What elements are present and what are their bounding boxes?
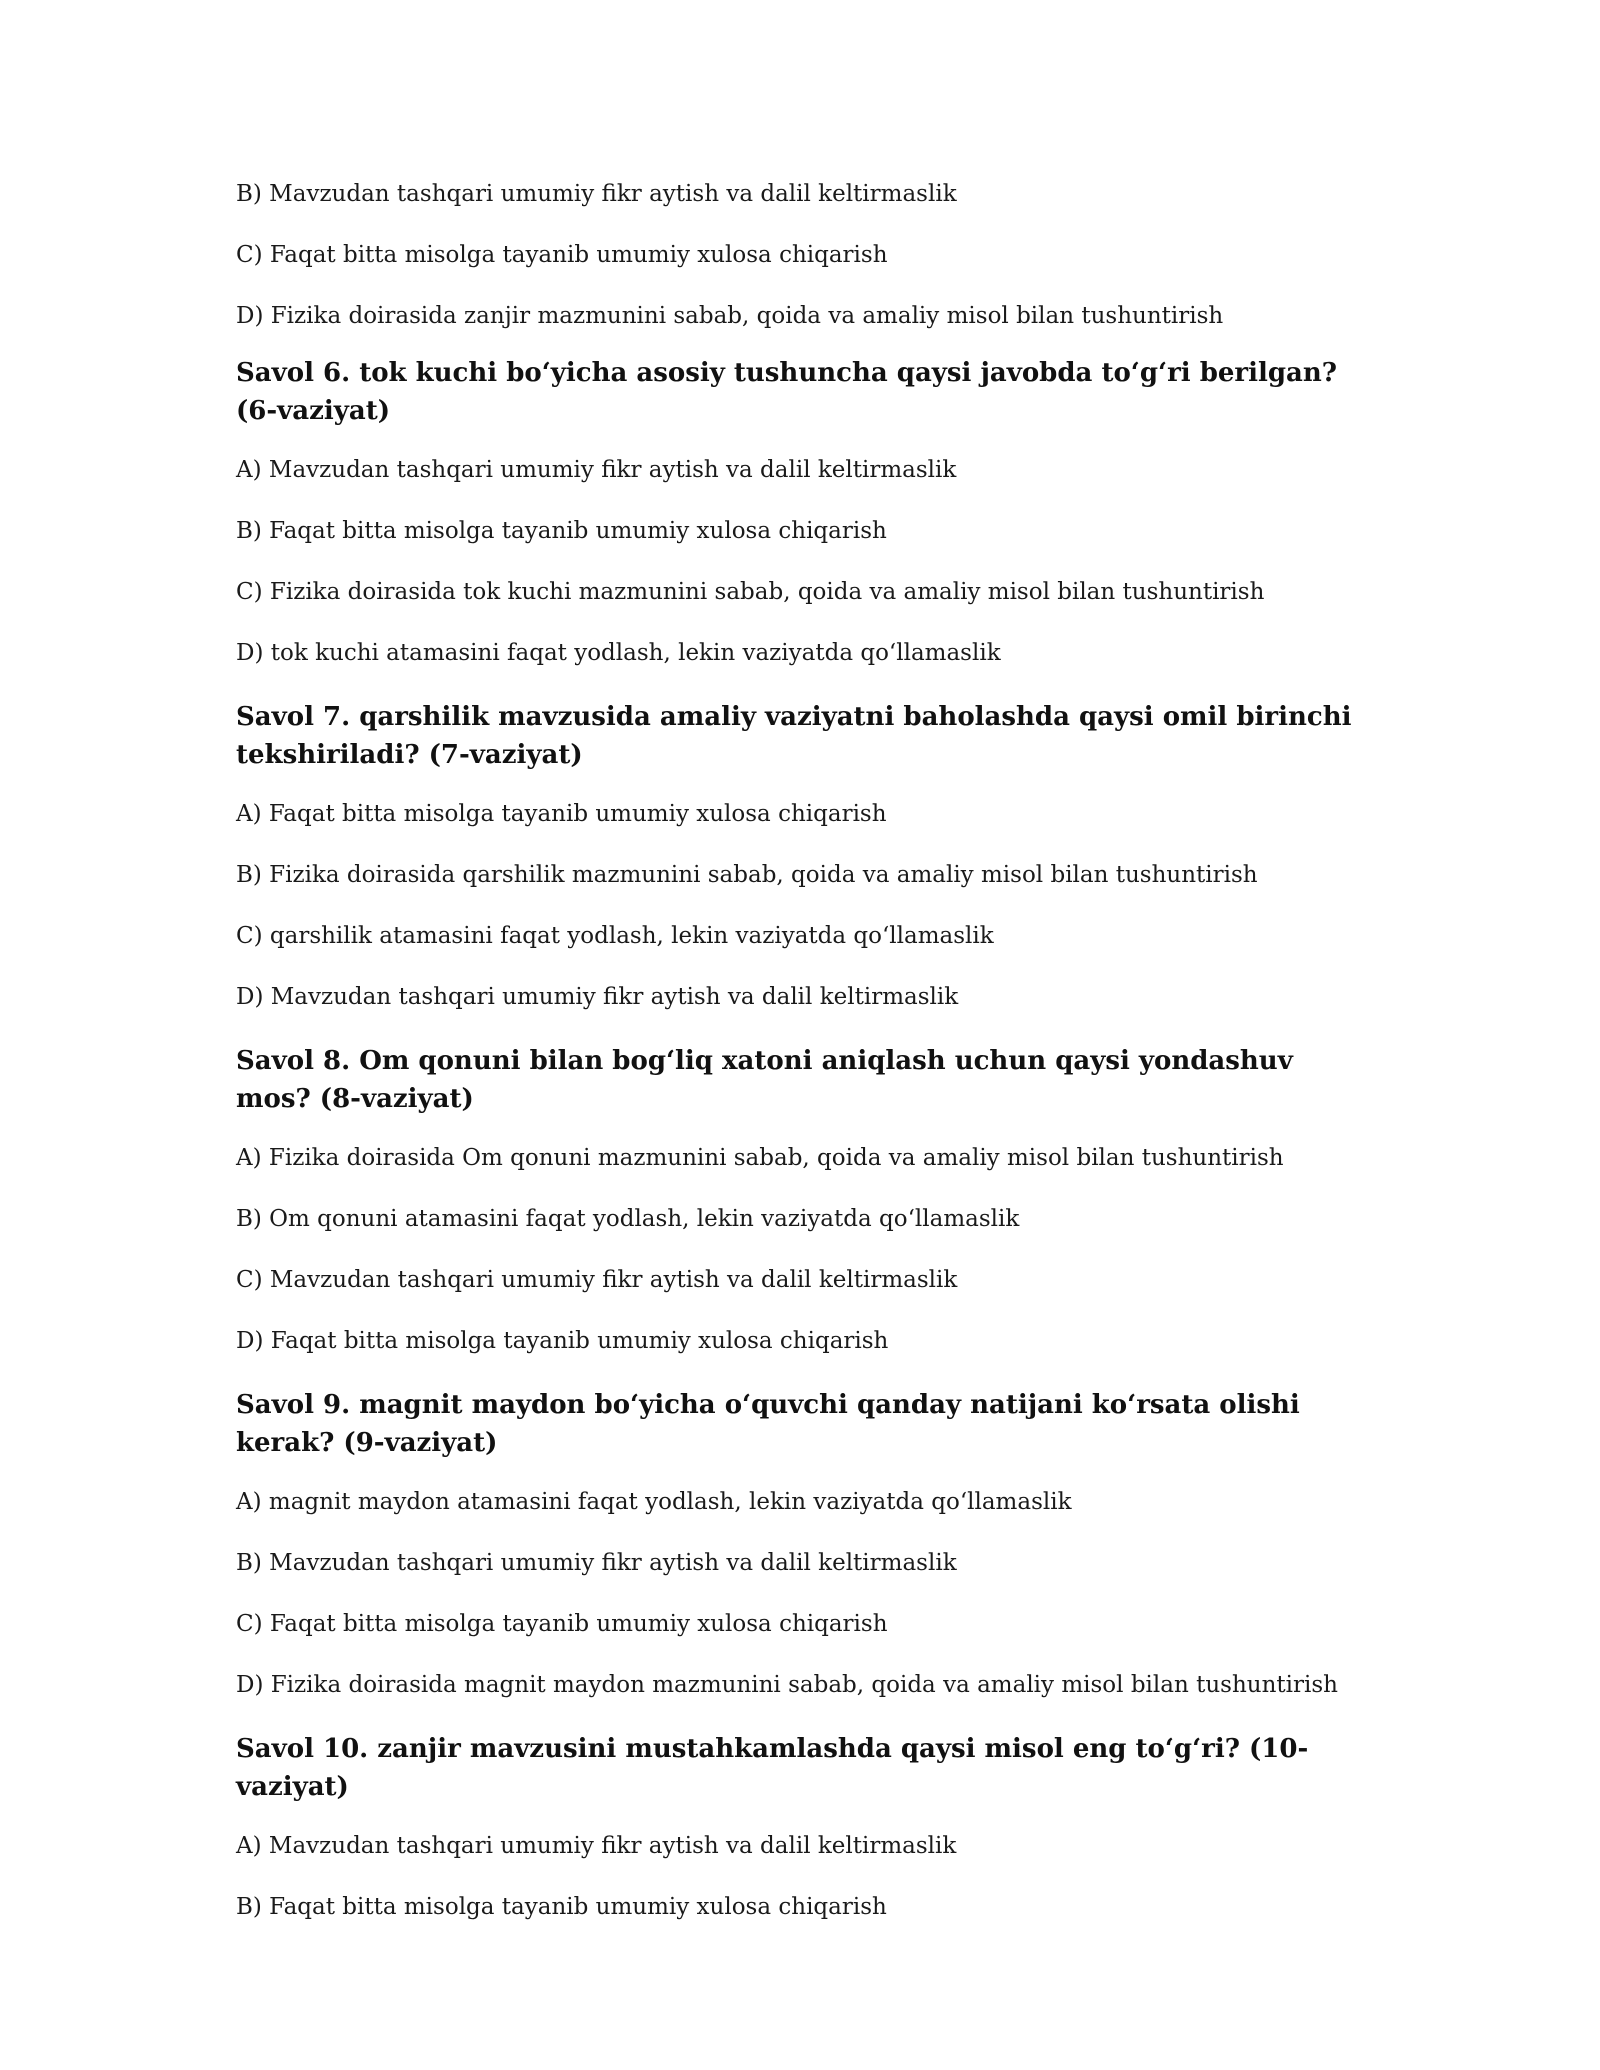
answer-option-a: A) magnit maydon atamasini faqat yodlash, lekin vaziyatda qo‘llamaslik (236, 1489, 1072, 1515)
answer-option-b: B) Fizika doirasida qarshilik mazmunini sabab, qoida va amaliy misol bilan tushuntirish (236, 862, 1258, 888)
document-page (236, 178, 1376, 1952)
question-title: Savol 8. Om qonuni bilan bog‘liq xatoni aniqlash uchun qaysi yondashuv mos? (8-vaziyat) (236, 1046, 1293, 1114)
question-9 (236, 1386, 1376, 1701)
answer-option-d: D) Faqat bitta misolga tayanib umumiy xulosa chiqarish (236, 1328, 889, 1354)
question-title: Savol 10. zanjir mavzusini mustahkamlashda qaysi misol eng to‘g‘ri? (10-vaziyat) (236, 1734, 1309, 1802)
answer-option-a: A) Mavzudan tashqari umumiy fikr aytish va dalil keltirmaslik (236, 1833, 957, 1859)
answer-option-c: C) Mavzudan tashqari umumiy fikr aytish va dalil keltirmaslik (236, 1267, 958, 1293)
answer-option-d: D) tok kuchi atamasini faqat yodlash, lekin vaziyatda qo‘llamaslik (236, 640, 1001, 666)
answer-option-c: C) Faqat bitta misolga tayanib umumiy xulosa chiqarish (236, 242, 888, 268)
answer-option-b: B) Faqat bitta misolga tayanib umumiy xulosa chiqarish (236, 518, 887, 544)
answer-option-c: C) Fizika doirasida tok kuchi mazmunini sabab, qoida va amaliy misol bilan tushuntirish (236, 579, 1265, 605)
answer-option-b: B) Mavzudan tashqari umumiy fikr aytish va dalil keltirmaslik (236, 181, 957, 207)
question-7 (236, 698, 1376, 1013)
answer-option-d: D) Fizika doirasida magnit maydon mazmunini sabab, qoida va amaliy misol bilan tushuntirish (236, 1672, 1338, 1698)
question-6 (236, 354, 1376, 669)
question-8 (236, 1042, 1376, 1357)
answer-option-c: C) qarshilik atamasini faqat yodlash, lekin vaziyatda qo‘llamaslik (236, 923, 994, 949)
question-title: Savol 9. magnit maydon bo‘yicha o‘quvchi qanday natijani ko‘rsata olishi kerak? (9-vaziyat) (236, 1390, 1300, 1458)
answer-option-d: D) Fizika doirasida zanjir mazmunini sabab, qoida va amaliy misol bilan tushuntirish (236, 303, 1224, 329)
answer-option-a: A) Fizika doirasida Om qonuni mazmunini sabab, qoida va amaliy misol bilan tushuntirish (236, 1145, 1284, 1171)
question-title: Savol 7. qarshilik mavzusida amaliy vaziyatni baholashda qaysi omil birinchi tekshiriladi? (7-vaziyat) (236, 702, 1352, 770)
answer-option-d: D) Mavzudan tashqari umumiy fikr aytish va dalil keltirmaslik (236, 984, 959, 1010)
answer-option-b: B) Mavzudan tashqari umumiy fikr aytish va dalil keltirmaslik (236, 1550, 957, 1576)
answer-option-b: B) Om qonuni atamasini faqat yodlash, lekin vaziyatda qo‘llamaslik (236, 1206, 1020, 1232)
question-10 (236, 1730, 1376, 1923)
question-title: Savol 6. tok kuchi bo‘yicha asosiy tushuncha qaysi javobda to‘g‘ri berilgan? (6-vaziyat) (236, 358, 1338, 426)
answer-option-a: A) Mavzudan tashqari umumiy fikr aytish va dalil keltirmaslik (236, 457, 957, 483)
answer-option-c: C) Faqat bitta misolga tayanib umumiy xulosa chiqarish (236, 1611, 888, 1637)
question-5-continued (236, 178, 1376, 332)
answer-option-a: A) Faqat bitta misolga tayanib umumiy xulosa chiqarish (236, 801, 887, 827)
answer-option-b: B) Faqat bitta misolga tayanib umumiy xulosa chiqarish (236, 1894, 887, 1920)
